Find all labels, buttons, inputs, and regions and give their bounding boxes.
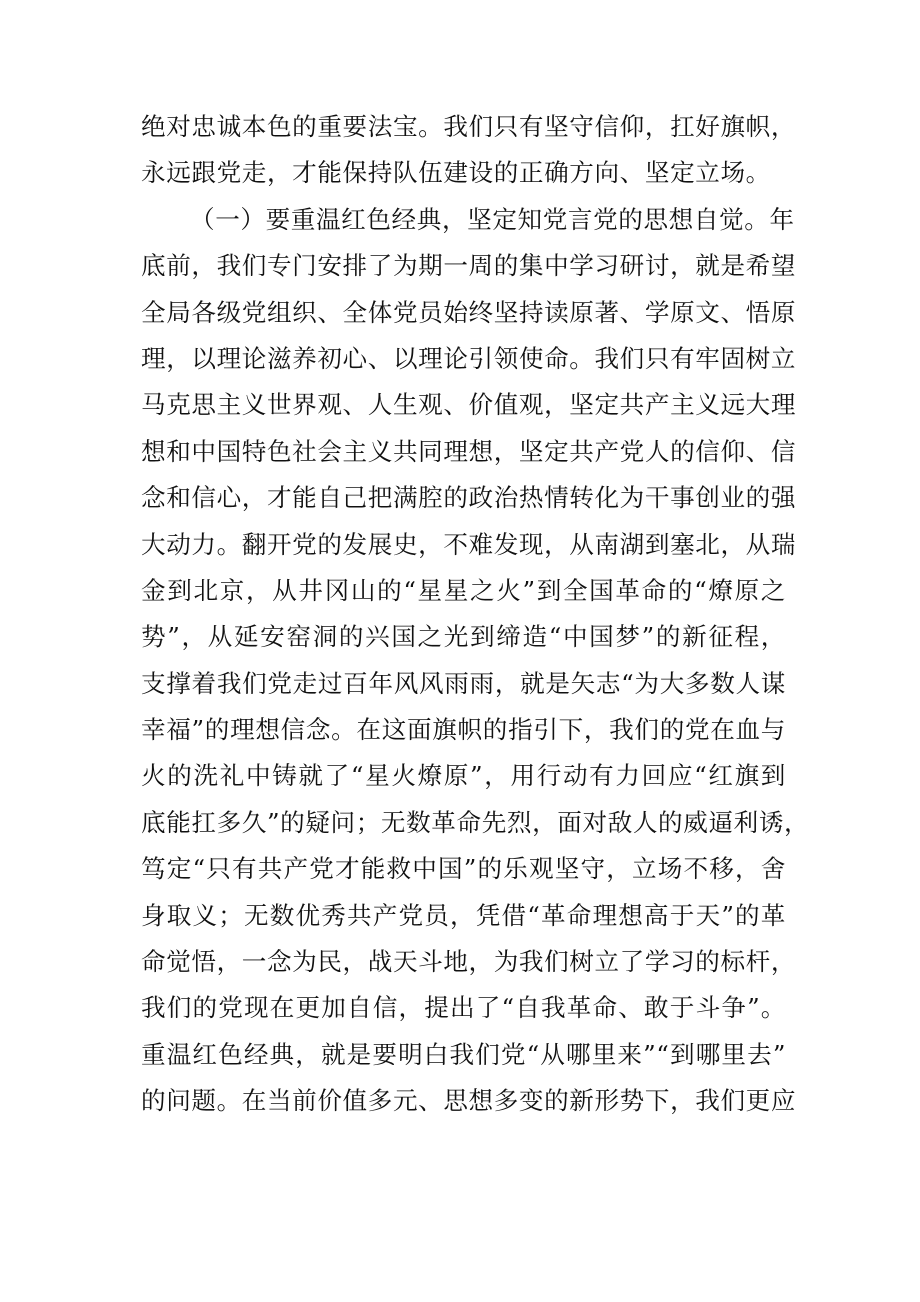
text-line: 永远跟党走，才能保持队伍建设的正确方向、坚定立场。 [141, 158, 771, 188]
text-line: 底前，我们专门安排了为期一周的集中学习研讨，就是希望 [141, 251, 797, 281]
text-line: 笃定“只有共产党才能救中国”的乐观坚守，立场不移，舍 [141, 854, 786, 884]
text-line: 想和中国特色社会主义共同理想，坚定共产党人的信仰、信 [141, 436, 797, 466]
text-line: 金到北京，从井冈山的“星星之火”到全国革命的“燎原之 [141, 575, 786, 605]
body-text [141, 104, 810, 1125]
text-line: 势”，从延安窑洞的兴国之光到缔造“中国梦”的新征程， [141, 622, 786, 652]
text-line: 大动力。翻开党的发展史，不难发现，从南湖到塞北，从瑞 [141, 529, 797, 559]
text-line: 身取义；无数优秀共产党员，凭借“革命理想高于天”的革 [141, 900, 786, 930]
text-line: 火的洗礼中铸就了“星火燎原”，用行动有力回应“红旗到 [141, 761, 786, 791]
paragraph-heading-line: （一）要重温红色经典，坚定知党言党的思想自觉。年 [190, 204, 795, 234]
text-line: 绝对忠诚本色的重要法宝。我们只有坚守信仰，扛好旗帜， [141, 112, 797, 141]
text-line: 马克思主义世界观、人生观、价值观，坚定共产主义远大理 [141, 390, 797, 420]
text-line: 支撑着我们党走过百年风风雨雨，就是矢志“为大多数人谋 [141, 668, 786, 698]
text-line: 全局各级党组织、全体党员始终坚持读原著、学原文、悟原 [141, 297, 797, 327]
text-line: 的问题。在当前价值多元、思想多变的新形势下，我们更应 [141, 1086, 797, 1116]
text-line: 理，以理论滋养初心、以理论引领使命。我们只有牢固树立 [141, 343, 797, 373]
text-line: 命觉悟，一念为民，战天斗地，为我们树立了学习的标杆， [141, 947, 797, 977]
text-line: 念和信心，才能自己把满腔的政治热情转化为干事创业的强 [141, 483, 797, 513]
text-line: 底能扛多久”的疑问；无数革命先烈，面对敌人的威逼利诱， [141, 807, 810, 837]
text-line: 重温红色经典，就是要明白我们党“从哪里来”“到哪里去” [141, 1039, 786, 1069]
text-line: 幸福”的理想信念。在这面旗帜的指引下，我们的党在血与 [141, 715, 786, 745]
text-line: 我们的党现在更加自信，提出了“自我革命、敢于斗争”。 [141, 993, 786, 1023]
